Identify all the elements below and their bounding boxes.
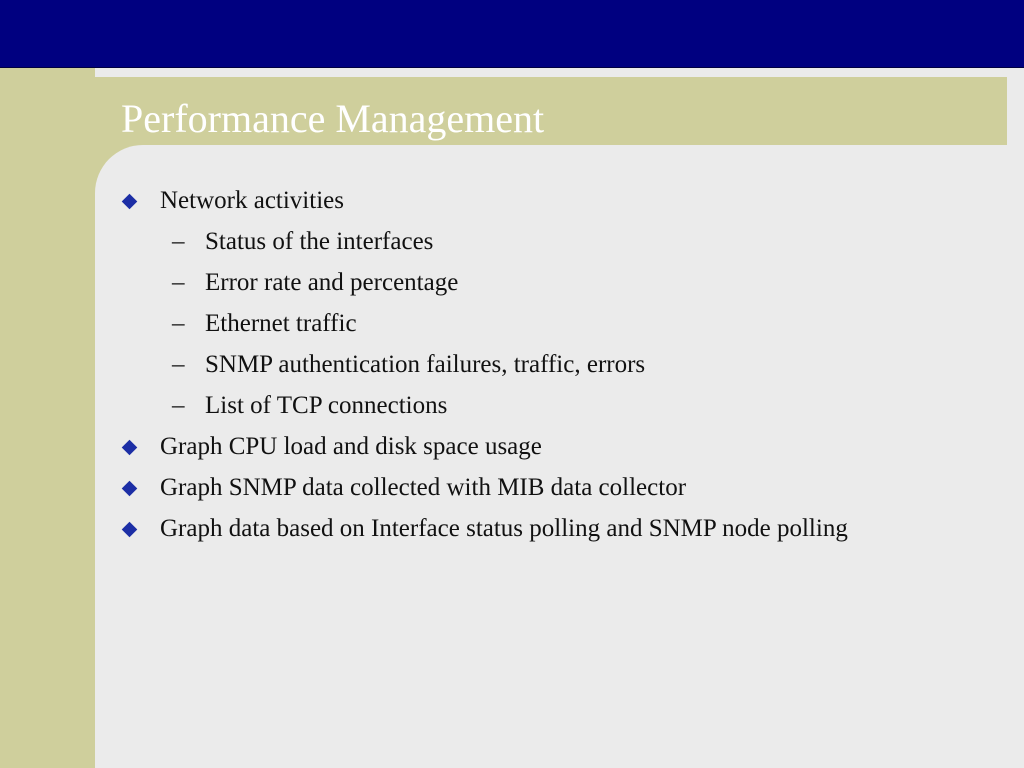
sub-bullet-text: Error rate and percentage: [205, 269, 459, 296]
dash-bullet: –: [172, 310, 185, 337]
bullet-text: Graph SNMP data collected with MIB data collector: [160, 474, 687, 501]
bullet-text: Graph data based on Interface status polling and SNMP node polling: [160, 515, 848, 542]
sub-bullet-item: [120, 348, 900, 382]
left-accent-band: [0, 68, 95, 768]
bullet-text: Graph CPU load and disk space usage: [160, 433, 542, 460]
dash-bullet: –: [172, 269, 185, 296]
bullet-item: [120, 430, 900, 464]
diamond-bullet-icon: [122, 194, 138, 210]
sub-bullet-item: [120, 225, 900, 259]
sub-bullet-item: [120, 266, 900, 300]
bullet-list: [120, 184, 900, 553]
sub-bullet-text: List of TCP connections: [205, 392, 448, 419]
bullet-item: [120, 471, 900, 505]
diamond-bullet-icon: [122, 481, 138, 497]
dash-bullet: –: [172, 351, 185, 378]
slide-title: Performance Management: [121, 96, 545, 141]
sub-bullet-item: [120, 389, 900, 423]
bullet-item: [120, 184, 900, 218]
diamond-bullet-icon: [122, 440, 138, 456]
sub-bullet-text: Ethernet traffic: [205, 310, 357, 337]
bullet-text: Network activities: [160, 187, 344, 214]
bullet-item: [120, 512, 900, 546]
dash-bullet: –: [172, 392, 185, 419]
sub-bullet-item: [120, 307, 900, 341]
sub-bullet-text: Status of the interfaces: [205, 228, 434, 255]
diamond-bullet-icon: [122, 522, 138, 538]
dash-bullet: –: [172, 228, 185, 255]
sub-bullet-text: SNMP authentication failures, traffic, errors: [205, 351, 646, 378]
top-banner: [0, 0, 1024, 68]
